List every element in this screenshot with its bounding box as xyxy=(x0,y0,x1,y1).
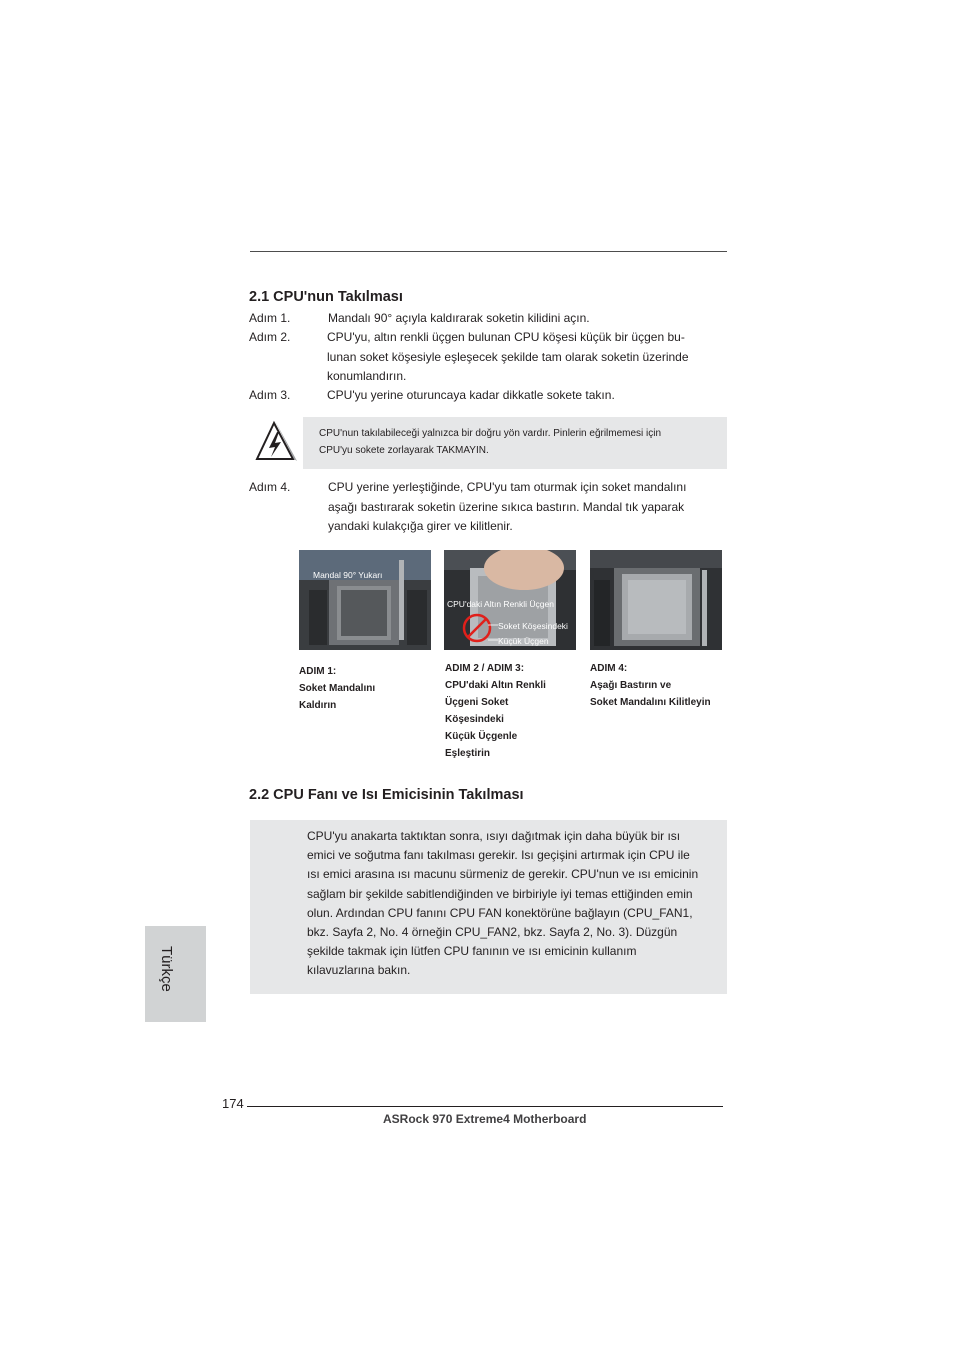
step-2-line: lunan soket köşesiyle eşleşecek şekilde tam olarak soketin üzerinde xyxy=(327,349,689,364)
caption-line: Üçgeni Soket xyxy=(445,697,509,708)
language-tab-label: Türkçe xyxy=(158,946,175,992)
photo-2-label-small-triangle: Küçük Üçgen xyxy=(498,636,549,646)
caption-line: Küçük Üçgenle xyxy=(445,731,518,742)
caption-line: ADIM 4: xyxy=(590,663,628,674)
footer-product: ASRock 970 Extreme4 Motherboard xyxy=(383,1112,587,1126)
fan-line: ısı emici arasına ısı macunu sürmeniz de gerekir. CPU'nun ve ısı emicinin xyxy=(307,867,699,882)
photo-step-1 xyxy=(299,550,431,650)
caption-line: Eşleştirin xyxy=(445,748,491,759)
step-4-line: CPU yerine yerleştiğinde, CPU'yu tam oturmak için soket mandalını xyxy=(328,480,687,494)
step-label-2: Adım 2. xyxy=(249,330,291,344)
caption-line: Köşesindeki xyxy=(445,714,504,725)
step-text-4 xyxy=(328,478,686,537)
step-label-4: Adım 4. xyxy=(249,480,291,494)
caption-step-2-3 xyxy=(445,660,546,762)
caption-line: CPU'daki Altın Renkli xyxy=(445,680,546,691)
step-2-line: CPU'yu, altın renkli üçgen bulunan CPU köşesi küçük bir üçgen bu- xyxy=(327,330,685,344)
language-tab xyxy=(145,926,206,1022)
step-text-3 xyxy=(327,386,615,406)
photo-2-label-socket-corner: Soket Köşesindeki xyxy=(498,621,568,631)
section-heading-cpu-fan: 2.2 CPU Fanı ve Isı Emicisinin Takılması xyxy=(249,787,524,803)
caption-step-1 xyxy=(299,663,375,714)
step-1-line: Mandalı 90° açıyla kaldırarak soketin kilidini açın. xyxy=(328,311,590,325)
fan-info-text xyxy=(307,827,725,981)
warning-icon xyxy=(253,419,299,468)
step-text-2 xyxy=(327,328,689,387)
photo-2-label-cpu-triangle: CPU'daki Altın Renkli Üçgen xyxy=(447,599,554,609)
step-4-line: aşağı bastırarak soketin üzerine sıkıca bastırın. Mandal tık yaparak xyxy=(328,499,685,514)
section-heading-cpu-install: 2.1 CPU'nun Takılması xyxy=(249,289,403,305)
fan-line: olun. Ardından CPU fanını CPU FAN konektörüne bağlayın (CPU_FAN1, xyxy=(307,905,693,920)
caption-line: ADIM 1: xyxy=(299,666,337,677)
caption-line: ADIM 2 / ADIM 3: xyxy=(445,663,525,674)
photo-step-2-3 xyxy=(444,550,576,650)
fan-line: emici ve soğutma fanı takılması gerekir. Isı geçişini artırmak için CPU ile xyxy=(307,848,690,863)
fan-line: CPU'yu anakarta taktıktan sonra, ısıyı dağıtmak için daha büyük bir ısı xyxy=(307,829,681,843)
fan-line: sağlam bir şekilde sabitlendiğinden ve birbiriyle iyi temas ettiğinden emin xyxy=(307,886,693,901)
top-rule xyxy=(250,251,727,252)
caption-line: Soket Mandalını Kilitleyin xyxy=(590,697,711,708)
caption-line: Aşağı Bastırın ve xyxy=(590,680,672,691)
step-label-1: Adım 1. xyxy=(249,311,291,325)
step-text-1 xyxy=(328,309,590,329)
step-2-line: konumlandırın. xyxy=(327,369,407,383)
caption-step-4 xyxy=(590,660,711,711)
page-number: 174 xyxy=(222,1096,244,1111)
fan-line: şekilde takmak için lütfen CPU fanının ve ısı emicinin kullanım xyxy=(307,944,637,959)
photo-step-4 xyxy=(590,550,722,650)
photo-1-label: Mandal 90° Yukarı xyxy=(313,570,383,580)
fan-line: kılavuzlarına bakın. xyxy=(307,963,411,978)
step-3-line: CPU'yu yerine oturuncaya kadar dikkatle sokete takın. xyxy=(327,388,615,402)
warning-text xyxy=(319,426,719,459)
warning-line: CPU'yu sokete zorlayarak TAKMAYIN. xyxy=(319,444,489,456)
caption-line: Soket Mandalını xyxy=(299,683,376,694)
caption-line: Kaldırın xyxy=(299,700,337,711)
step-4-line: yandaki kulakçığa girer ve kilitlenir. xyxy=(328,519,513,533)
fan-line: bkz. Sayfa 2, No. 4 örneğin CPU_FAN2, bkz. Sayfa 2, No. 3). Düzgün xyxy=(307,925,678,940)
step-label-3: Adım 3. xyxy=(249,388,291,402)
footer-rule xyxy=(247,1106,723,1107)
warning-line: CPU'nun takılabileceği yalnızca bir doğru yön vardır. Pinlerin eğrilmemesi için xyxy=(319,428,662,439)
